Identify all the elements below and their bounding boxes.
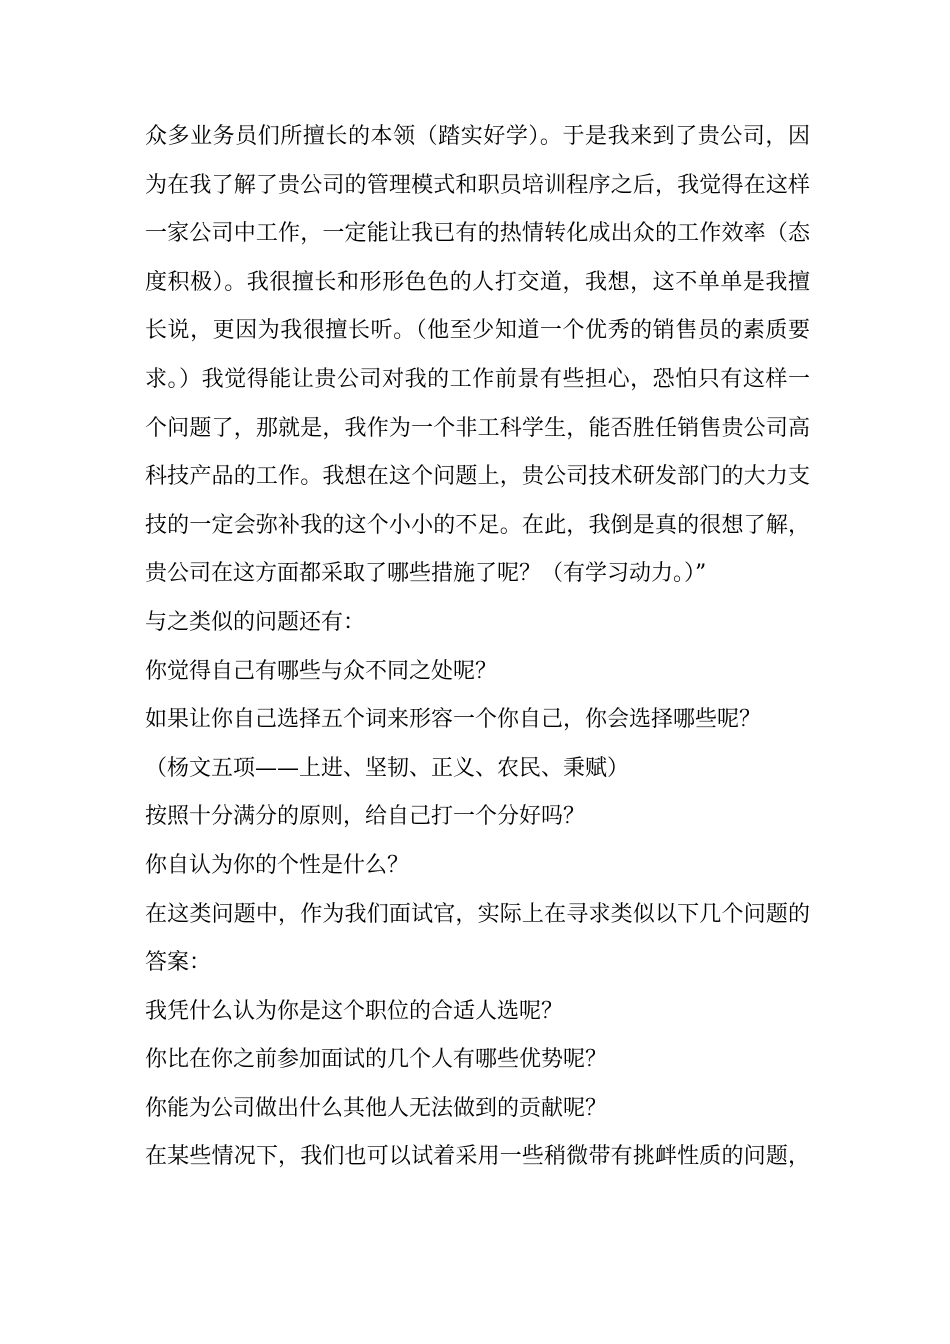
text-line-11: 与之类似的问题还有： [145, 609, 366, 635]
text-line-1: 众多业务员们所擅长的本领（踏实好学）。于是我来到了贵公司，因 [145, 124, 810, 149]
text-line-16: 你自认为你的个性是什么？ [145, 852, 410, 878]
text-line-19: 我凭什么认为你是这个职位的合适人选呢？ [145, 998, 564, 1024]
text-line-4: 度积极）。我很擅长和形形色色的人打交道，我想，这不单单是我擅 [145, 269, 810, 295]
text-line-8: 科技产品的工作。我想在这个问题上，贵公司技术研发部门的大力支 [145, 464, 810, 490]
text-line-14: （杨文五项——上进、坚韧、正义、农民、秉赋） [145, 755, 630, 781]
text-line-6: 求。）我觉得能让贵公司对我的工作前景有些担心，恐怕只有这样一 [145, 366, 810, 392]
text-line-22: 在某些情况下，我们也可以试着采用一些稍微带有挑衅性质的问题， [145, 1144, 810, 1170]
text-line-9: 技的一定会弥补我的这个小小的不足。在此，我倒是真的很想了解， [145, 512, 810, 538]
text-line-5: 长说，更因为我很擅长听。（他至少知道一个优秀的销售员的素质要 [145, 318, 810, 344]
text-line-20: 你比在你之前参加面试的几个人有哪些优势呢？ [145, 1047, 608, 1073]
text-line-3: 一家公司中工作，一定能让我已有的热情转化成出众的工作效率（态 [145, 221, 810, 247]
text-line-10: 贵公司在这方面都采取了哪些措施了呢？（有学习动力。）” [145, 561, 707, 587]
text-line-7: 个问题了，那就是，我作为一个非工科学生，能否胜任销售贵公司高 [145, 415, 810, 441]
text-line-12: 你觉得自己有哪些与众不同之处呢？ [145, 658, 498, 684]
text-line-15: 按照十分满分的原则，给自己打一个分好吗？ [145, 804, 586, 830]
text-line-21: 你能为公司做出什么其他人无法做到的贡献呢？ [145, 1095, 608, 1121]
text-line-13: 如果让你自己选择五个词来形容一个你自己，你会选择哪些呢？ [145, 707, 762, 733]
document-body [145, 113, 810, 1182]
text-line-18: 答案： [145, 950, 212, 976]
text-line-17: 在这类问题中，作为我们面试官，实际上在寻求类似以下几个问题的 [145, 901, 810, 927]
text-line-2: 为在我了解了贵公司的管理模式和职员培训程序之后，我觉得在这样 [145, 172, 810, 198]
